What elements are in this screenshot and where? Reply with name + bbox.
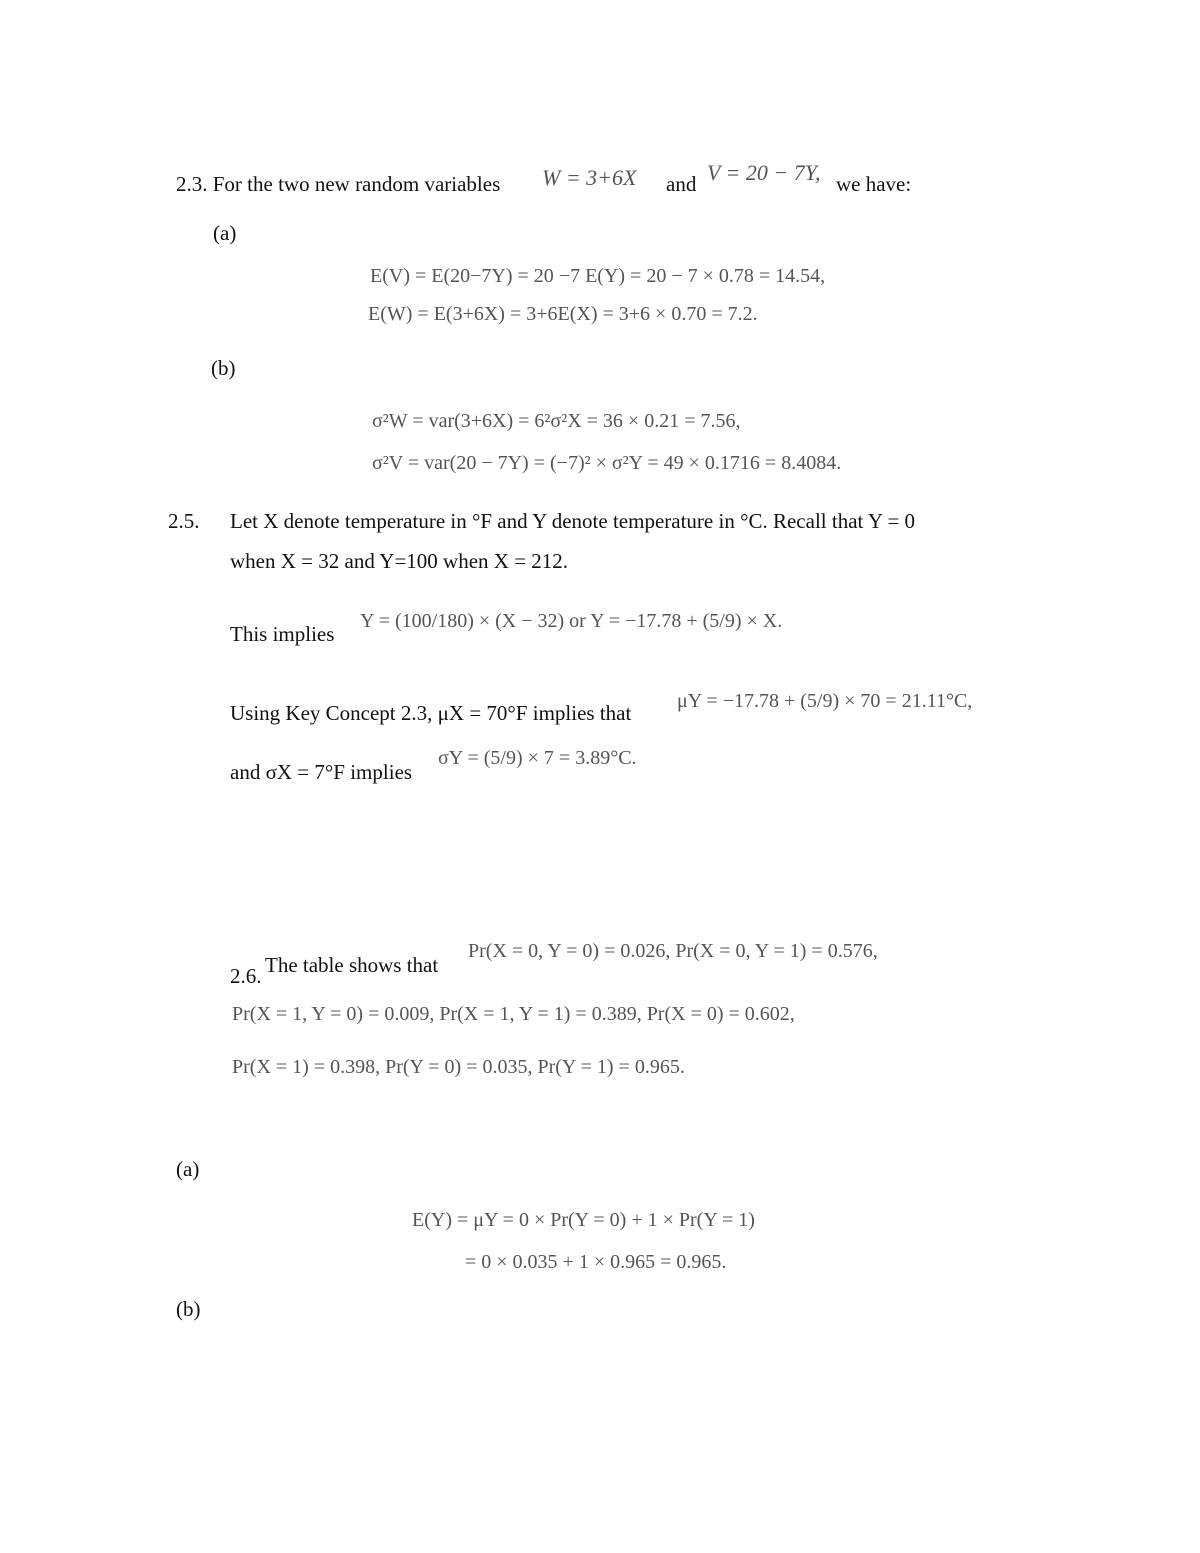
problem-2-3-ev-equation: E(V) = E(20−7Y) = 20 −7 E(Y) = 20 − 7 × 0.78 = 14.54,	[370, 265, 826, 287]
problem-2-3-intro-suffix: we have:	[836, 172, 912, 196]
problem-2-5-line-1: Let X denote temperature in °F and Y denote temperature in °C. Recall that Y = 0	[230, 509, 916, 533]
problem-2-6-ey-equation-1: E(Y) = μY = 0 × Pr(Y = 0) + 1 × Pr(Y = 1)	[412, 1209, 755, 1231]
problem-2-5-key-concept-text: Using Key Concept 2.3, μX = 70°F implies that	[230, 701, 632, 725]
problem-2-3-part-b-label: (b)	[211, 356, 236, 380]
problem-2-6-prob-line-2: Pr(X = 1, Y = 0) = 0.009, Pr(X = 1, Y = 1) = 0.389, Pr(X = 0) = 0.602,	[232, 1003, 795, 1025]
problem-2-3-and: and	[666, 172, 697, 196]
problem-2-3-ew-equation: E(W) = E(3+6X) = 3+6E(X) = 3+6 × 0.70 = 7.2.	[368, 303, 758, 325]
problem-2-5-line-2: when X = 32 and Y=100 when X = 212.	[230, 549, 569, 573]
problem-2-5-implies-label: This implies	[230, 622, 335, 646]
problem-2-5-implies-equation: Y = (100/180) × (X − 32) or Y = −17.78 + (5/9) × X.	[360, 610, 783, 632]
problem-2-6-ey-equation-2: = 0 × 0.035 + 1 × 0.965 = 0.965.	[465, 1251, 727, 1273]
problem-2-6-intro: The table shows that	[265, 953, 439, 977]
problem-2-6-prob-line-3: Pr(X = 1) = 0.398, Pr(Y = 0) = 0.035, Pr(Y = 1) = 0.965.	[232, 1056, 685, 1078]
problem-2-3-def-v: V = 20 − 7Y,	[707, 160, 821, 185]
problem-2-6-number: 2.6.	[230, 964, 262, 988]
problem-2-3-def-w: W = 3+6X	[542, 165, 637, 190]
problem-2-3-part-a-label: (a)	[213, 221, 237, 245]
problem-2-5-mu-equation: μY = −17.78 + (5/9) × 70 = 21.11°C,	[677, 690, 973, 712]
problem-2-6-part-b-label: (b)	[176, 1297, 201, 1321]
problem-2-6-part-a-label: (a)	[176, 1157, 200, 1181]
problem-2-3-var-v-equation: σ²V = var(20 − 7Y) = (−7)² × σ²Y = 49 × 0.1716 = 8.4084.	[372, 452, 842, 474]
problem-2-5-number: 2.5.	[168, 509, 200, 533]
problem-2-6-prob-line-1: Pr(X = 0, Y = 0) = 0.026, Pr(X = 0, Y = 1) = 0.576,	[468, 940, 878, 962]
problem-2-5-sigma-equation: σY = (5/9) × 7 = 3.89°C.	[438, 747, 637, 769]
problem-2-3-var-w-equation: σ²W = var(3+6X) = 6²σ²X = 36 × 0.21 = 7.56,	[372, 410, 741, 432]
problem-2-5-sigma-text: and σX = 7°F implies	[230, 760, 413, 784]
problem-2-3-intro-prefix: 2.3. For the two new random variables	[176, 172, 501, 196]
